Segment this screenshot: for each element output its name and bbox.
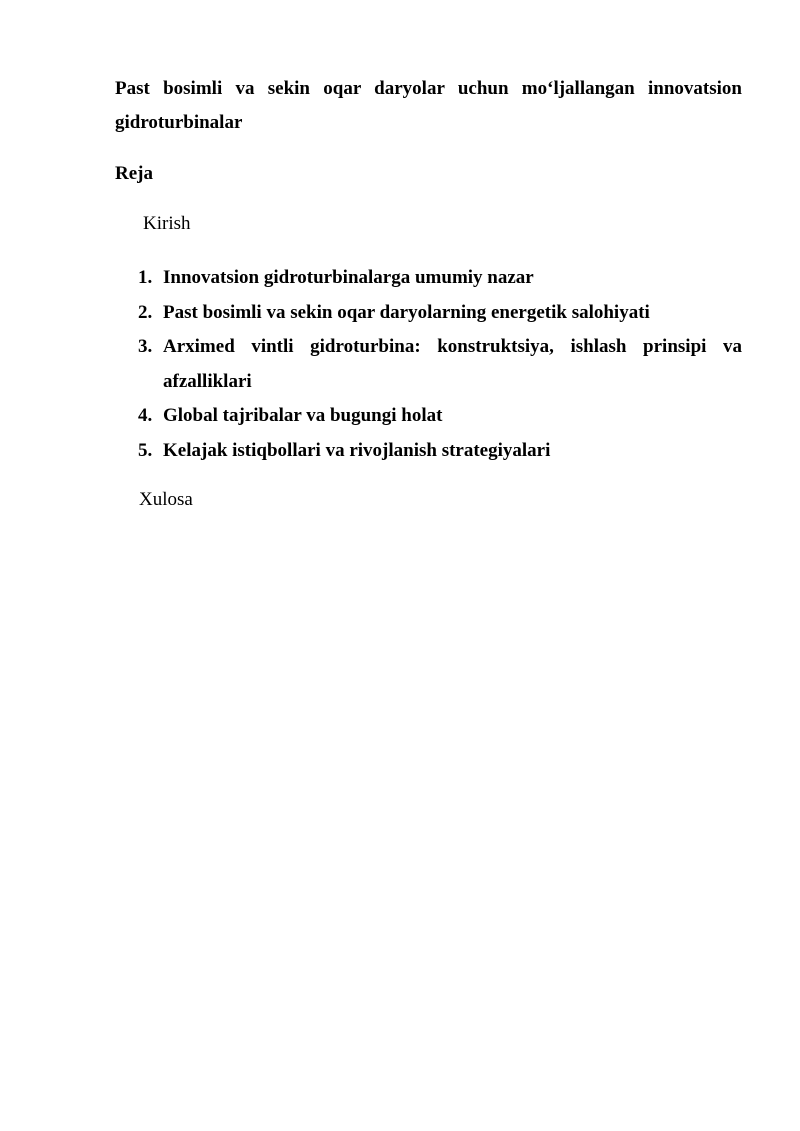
document-title: Past bosimli va sekin oqar daryolar uchun mo‘ljallangan innovatsion gidroturbinalar <box>115 78 742 133</box>
toc-item-5 <box>138 434 742 469</box>
toc-item-4 <box>138 399 742 434</box>
toc-item-text: Global tajribalar va bugungi holat <box>163 405 443 426</box>
toc-item-text: Innovatsion gidroturbinalarga umumiy nazar <box>163 267 534 288</box>
toc-item-number: 3. <box>138 336 153 357</box>
conclusion-entry: Xulosa <box>139 489 193 510</box>
toc-item-number: 5. <box>138 439 153 461</box>
toc-item-2 <box>138 296 742 331</box>
plan-heading: Reja <box>115 163 153 184</box>
introduction-entry: Kirish <box>143 213 191 234</box>
table-of-contents <box>138 261 742 468</box>
toc-item-number: 4. <box>138 405 153 426</box>
toc-item-number: 1. <box>138 267 153 288</box>
toc-item-text: Arximed vintli gidroturbina: konstruktsiya, ishlash prinsipi va afzalliklari <box>163 336 742 392</box>
toc-item-3 <box>138 330 742 399</box>
toc-item-1 <box>138 261 742 296</box>
toc-item-text: Kelajak istiqbollari va rivojlanish strategiyalari <box>163 439 551 461</box>
toc-item-text: Past bosimli va sekin oqar daryolarning energetik salohiyati <box>163 301 650 323</box>
toc-item-number: 2. <box>138 301 153 323</box>
